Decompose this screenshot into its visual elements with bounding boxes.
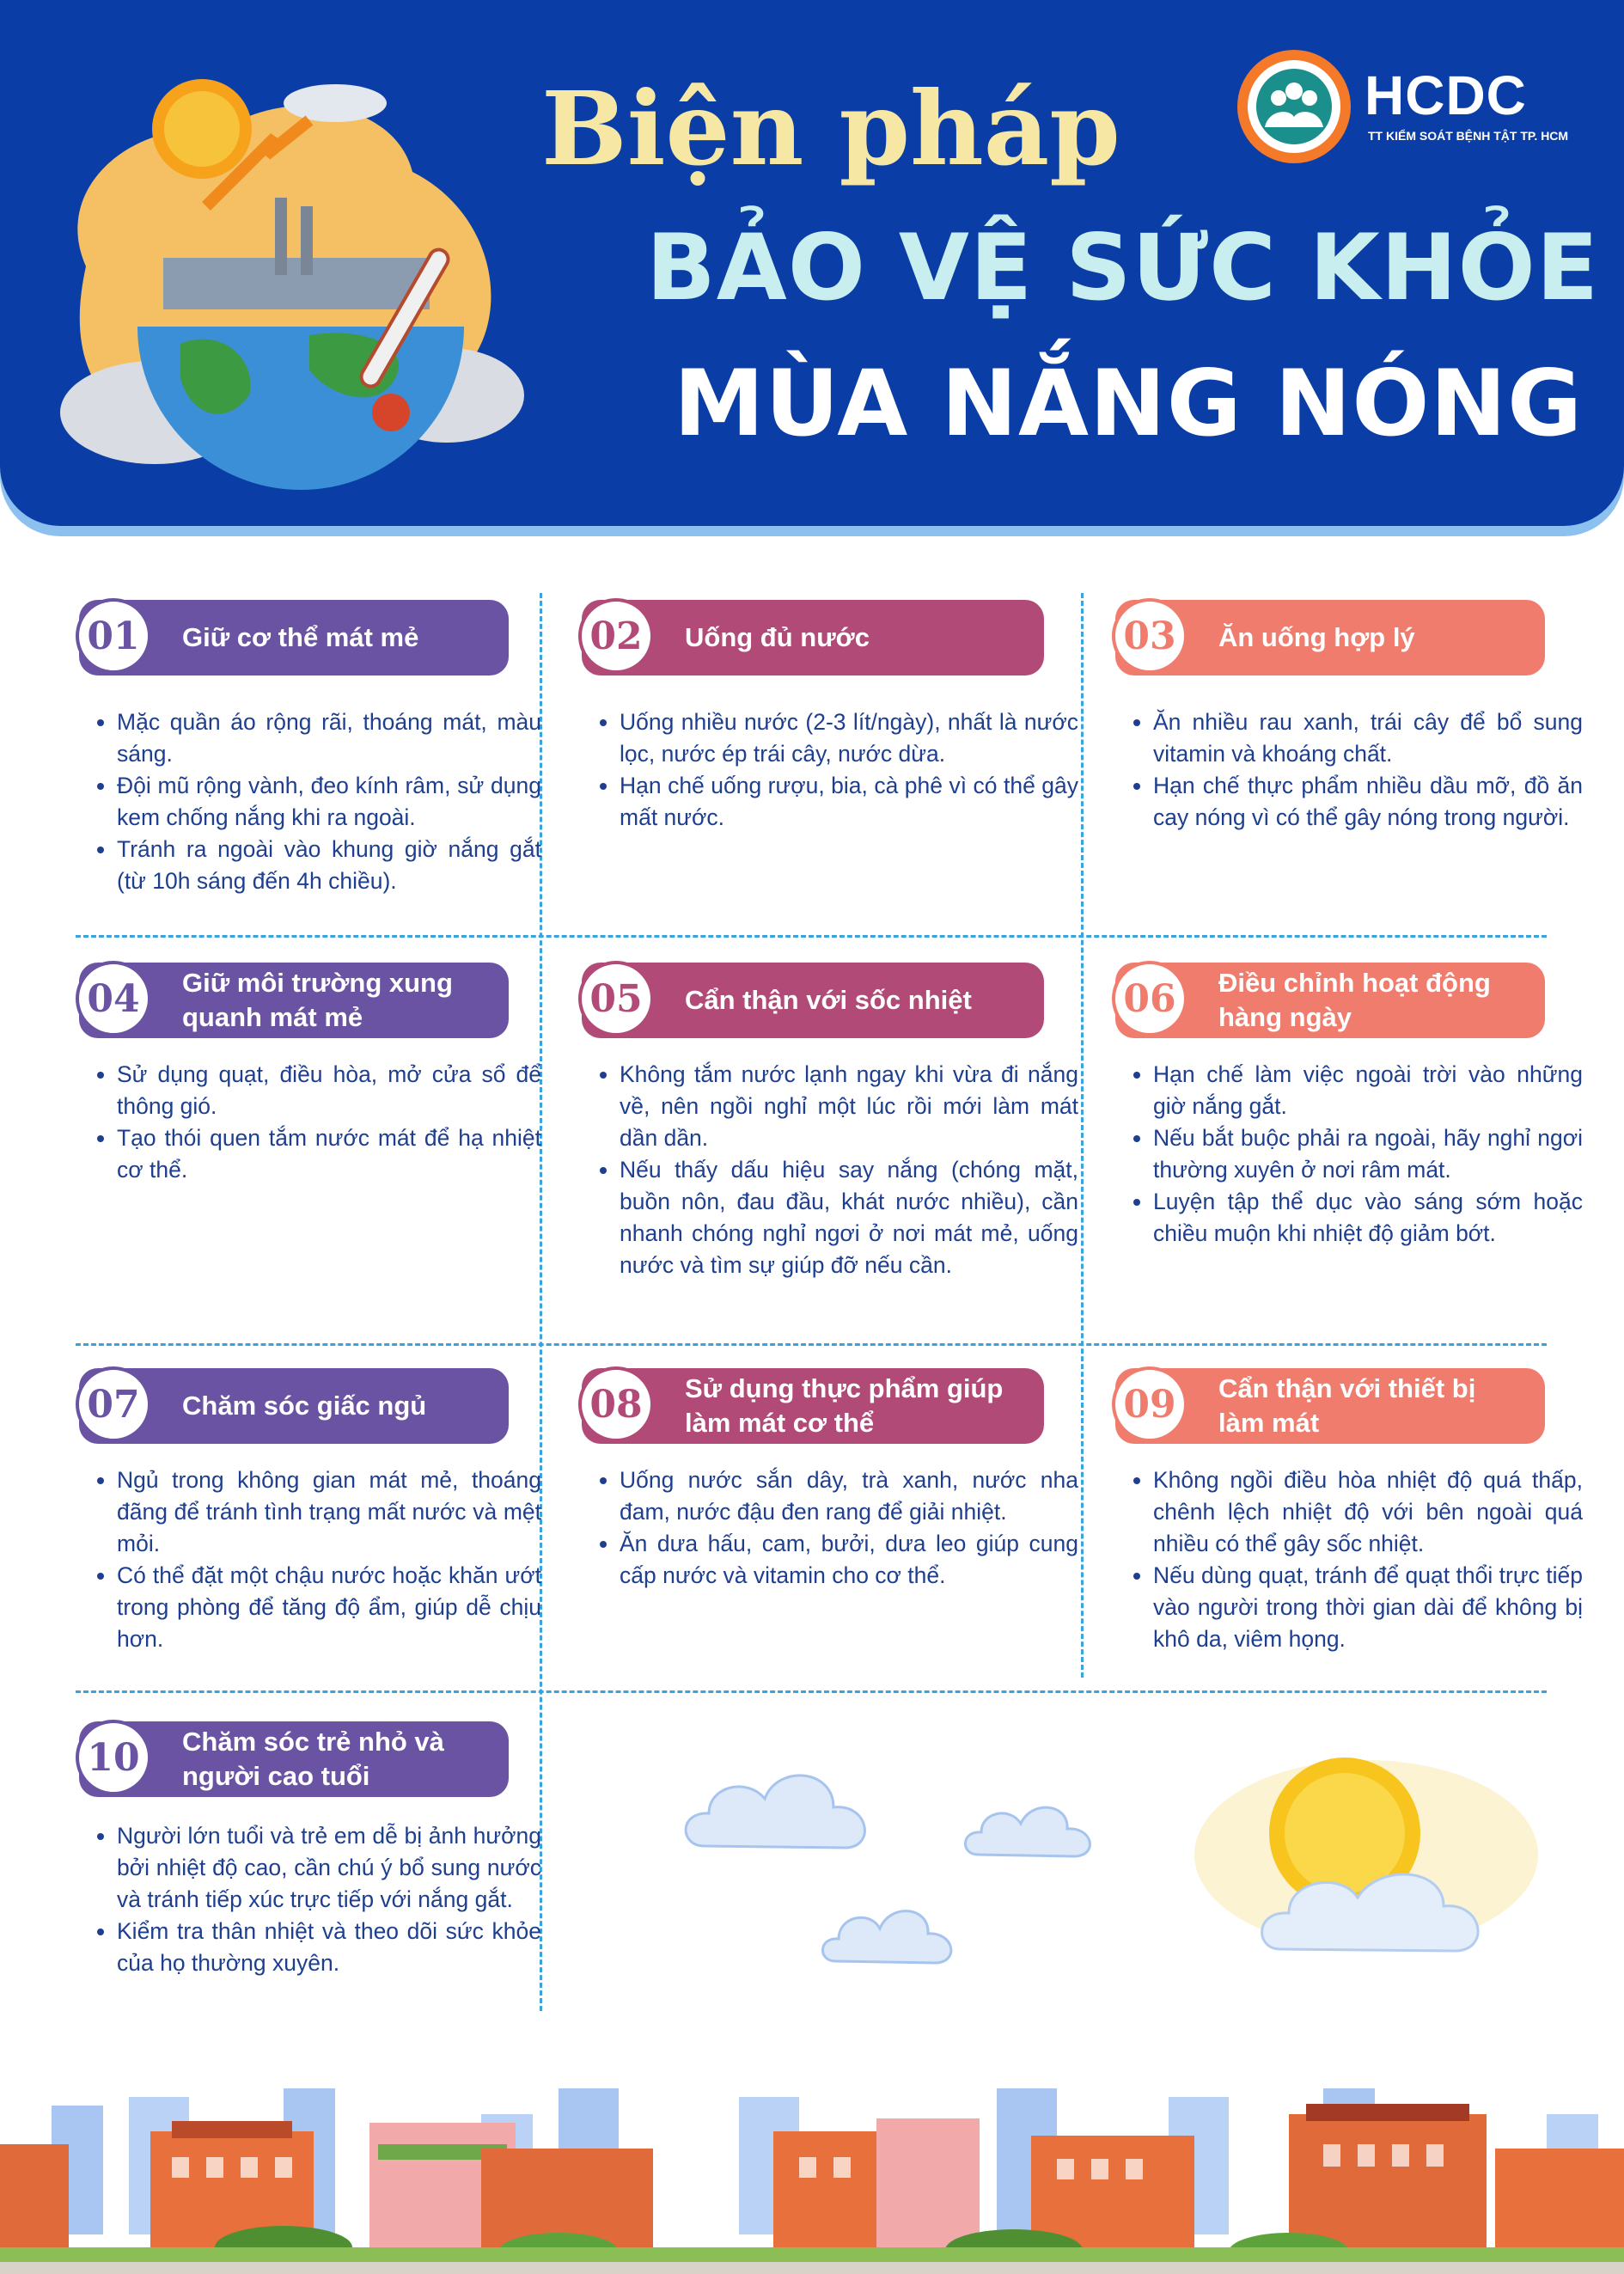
divider-vertical-2 bbox=[1081, 593, 1084, 1678]
list-item: • Sử dụng quạt, điều hòa, mở cửa sổ để thông gió. bbox=[117, 1059, 541, 1122]
measure-08-header bbox=[582, 1368, 1044, 1444]
list-item: • Ăn nhiều rau xanh, trái cây để bổ sung vitamin và khoáng chất. bbox=[1153, 706, 1583, 770]
divider-horizontal-2 bbox=[76, 1343, 1547, 1346]
measure-number: 02 bbox=[578, 598, 654, 674]
measure-number: 08 bbox=[578, 1366, 654, 1442]
logo-text: HCDC bbox=[1365, 64, 1527, 126]
measure-number: 06 bbox=[1112, 961, 1187, 1036]
sun-icon bbox=[1194, 1726, 1581, 1984]
logo-subtitle: TT KIỂM SOÁT BỆNH TẬT TP. HCM bbox=[1368, 129, 1569, 143]
measure-04-header bbox=[79, 963, 509, 1038]
measure-title: Giữ cơ thể mát mẻ bbox=[182, 622, 419, 652]
cloud-icon bbox=[818, 1899, 960, 1972]
measure-10-list bbox=[79, 1820, 541, 1979]
list-item: • Không tắm nước lạnh ngay khi vừa đi nắng về, nên ngồi nghỉ một lúc rồi mới làm mát dần dần. bbox=[620, 1059, 1078, 1154]
measure-title: Cẩn thận với sốc nhiệt bbox=[685, 985, 972, 1015]
measure-07-header bbox=[79, 1368, 509, 1444]
list-item: • Uống nước sắn dây, trà xanh, nước nha đam, nước đậu đen rang để giải nhiệt. bbox=[620, 1464, 1078, 1528]
measure-07-list bbox=[79, 1464, 541, 1655]
globe-warming-illustration bbox=[52, 69, 533, 498]
measure-05-list bbox=[582, 1059, 1078, 1281]
measure-number: 07 bbox=[76, 1366, 151, 1442]
list-item: • Nếu thấy dấu hiệu say nắng (chóng mặt, buồn nôn, đau đầu, khát nước nhiều), cần nhanh chóng nghỉ ngơi ở nơi mát mẻ, uống nước và tìm sự giúp đỡ nếu cần. bbox=[620, 1154, 1078, 1281]
measure-number: 10 bbox=[76, 1720, 151, 1795]
measure-01-list bbox=[79, 706, 541, 897]
measure-06-header bbox=[1115, 963, 1545, 1038]
measure-01-header bbox=[79, 600, 509, 675]
list-item: • Kiểm tra thân nhiệt và theo dõi sức khỏe của họ thường xuyên. bbox=[117, 1916, 541, 1979]
cloud-icon bbox=[961, 1796, 1098, 1865]
city-skyline-illustration bbox=[0, 2063, 1624, 2274]
list-item: • Tạo thói quen tắm nước mát để hạ nhiệt cơ thể. bbox=[117, 1122, 541, 1186]
list-item: • Uống nhiều nước (2-3 lít/ngày), nhất là nước lọc, nước ép trái cây, nước dừa. bbox=[620, 706, 1078, 770]
measure-03-list bbox=[1115, 706, 1583, 834]
measure-09-header bbox=[1115, 1368, 1545, 1444]
measure-title: Sử dụng thực phẩm giúp làm mát cơ thể bbox=[685, 1373, 1004, 1438]
list-item: • Hạn chế uống rượu, bia, cà phê vì có thể gây mất nước. bbox=[620, 770, 1078, 834]
measure-10-header bbox=[79, 1721, 509, 1797]
cloud-icon bbox=[679, 1760, 876, 1863]
list-item: • Người lớn tuổi và trẻ em dễ bị ảnh hưởng bởi nhiệt độ cao, cần chú ý bổ sung nước và tránh tiếp xúc trực tiếp với nắng gắt. bbox=[117, 1820, 541, 1916]
measure-05-header bbox=[582, 963, 1044, 1038]
list-item: • Hạn chế làm việc ngoài trời vào những giờ nắng gắt. bbox=[1153, 1059, 1583, 1122]
measure-08-list bbox=[582, 1464, 1078, 1592]
hcdc-logo-icon bbox=[1234, 48, 1354, 168]
title-line-3: MÙA NẮNG NÓNG bbox=[674, 351, 1584, 456]
measure-title: Uống đủ nước bbox=[685, 622, 870, 652]
measure-03-header bbox=[1115, 600, 1545, 675]
list-item: • Đội mũ rộng vành, đeo kính râm, sử dụng kem chống nắng khi ra ngoài. bbox=[117, 770, 541, 834]
measure-09-list bbox=[1115, 1464, 1583, 1655]
measure-number: 04 bbox=[76, 961, 151, 1036]
list-item: • Nếu dùng quạt, tránh để quạt thổi trực tiếp vào người trong thời gian dài để không bị khô da, viêm họng. bbox=[1153, 1560, 1583, 1655]
list-item: • Có thể đặt một chậu nước hoặc khăn ướt trong phòng để tăng độ ẩm, giúp dễ chịu hơn. bbox=[117, 1560, 541, 1655]
list-item: • Tránh ra ngoài vào khung giờ nắng gắt (từ 10h sáng đến 4h chiều). bbox=[117, 834, 541, 897]
measure-06-list bbox=[1115, 1059, 1583, 1250]
measure-title: Giữ môi trường xung quanh mát mẻ bbox=[182, 968, 453, 1032]
measure-title: Điều chỉnh hoạt động hàng ngày bbox=[1218, 968, 1491, 1032]
list-item: • Không ngồi điều hòa nhiệt độ quá thấp, chênh lệch nhiệt độ với bên ngoài quá nhiều có thể gây sốc nhiệt. bbox=[1153, 1464, 1583, 1560]
divider-horizontal-1 bbox=[76, 935, 1547, 938]
measure-title: Chăm sóc trẻ nhỏ và người cao tuổi bbox=[182, 1727, 444, 1791]
measure-title: Chăm sóc giấc ngủ bbox=[182, 1391, 427, 1421]
measure-number: 01 bbox=[76, 598, 151, 674]
hcdc-logo bbox=[1234, 48, 1569, 160]
list-item: • Ngủ trong không gian mát mẻ, thoáng đãng để tránh tình trạng mất nước và mệt mỏi. bbox=[117, 1464, 541, 1560]
measure-02-header bbox=[582, 600, 1044, 675]
list-item: • Ăn dưa hấu, cam, bưởi, dưa leo giúp cung cấp nước và vitamin cho cơ thể. bbox=[620, 1528, 1078, 1592]
measure-04-list bbox=[79, 1059, 541, 1186]
list-item: • Hạn chế thực phẩm nhiều dầu mỡ, đồ ăn cay nóng vì có thể gây nóng trong người. bbox=[1153, 770, 1583, 834]
measure-number: 09 bbox=[1112, 1366, 1187, 1442]
list-item: • Nếu bắt buộc phải ra ngoài, hãy nghỉ ngơi thường xuyên ở nơi râm mát. bbox=[1153, 1122, 1583, 1186]
measure-number: 05 bbox=[578, 961, 654, 1036]
divider-horizontal-3 bbox=[76, 1690, 1547, 1693]
measure-02-list bbox=[582, 706, 1078, 834]
title-line-2: BẢO VỆ SỨC KHỎE bbox=[646, 215, 1600, 321]
header-banner bbox=[0, 0, 1624, 526]
title-line-1: Biện pháp bbox=[541, 69, 1120, 188]
measure-number: 03 bbox=[1112, 598, 1187, 674]
list-item: • Luyện tập thể dục vào sáng sớm hoặc chiều muộn khi nhiệt độ giảm bớt. bbox=[1153, 1186, 1583, 1250]
measure-title: Ăn uống hợp lý bbox=[1218, 622, 1415, 652]
measure-title: Cẩn thận với thiết bị làm mát bbox=[1218, 1373, 1476, 1438]
list-item: • Mặc quần áo rộng rãi, thoáng mát, màu sáng. bbox=[117, 706, 541, 770]
